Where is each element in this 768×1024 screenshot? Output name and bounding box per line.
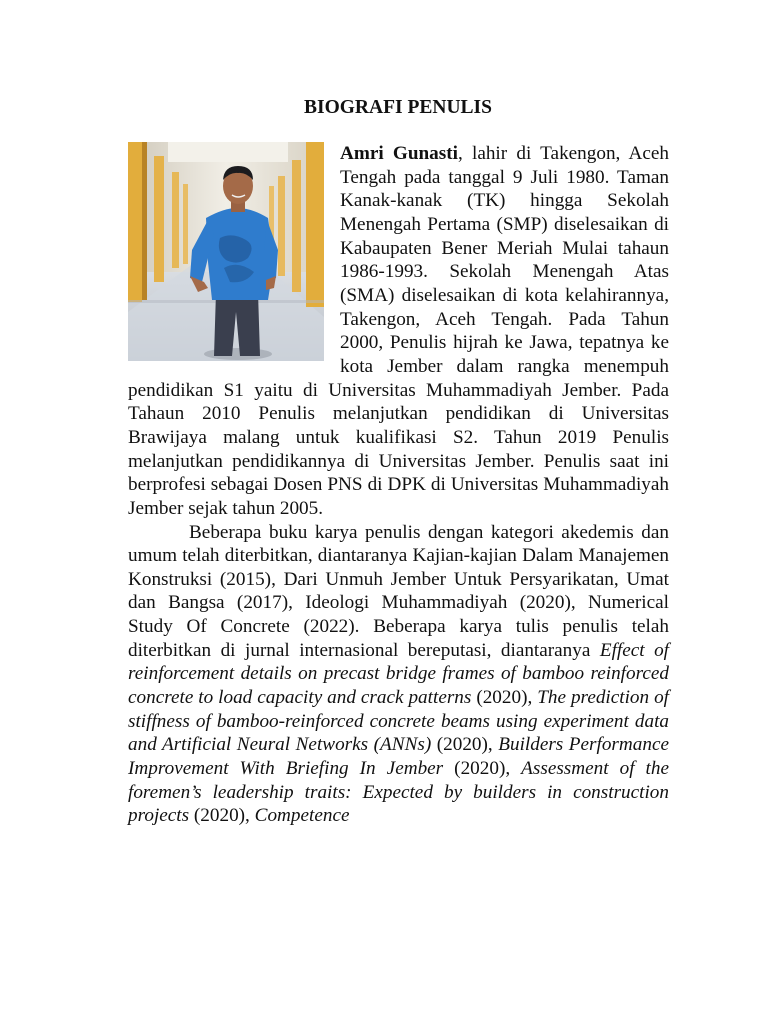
- publication-year: (2020),: [189, 805, 255, 827]
- biography-paragraph-2: [128, 521, 669, 829]
- publication-title: Effect of reinforcement details on precast bridge frames of bamboo reinforced concrete to load capacity and crack patterns: [128, 639, 669, 709]
- publication-title: Builders Performance Improvement With Briefing In Jember: [128, 734, 669, 780]
- author-portrait-photo-icon: [128, 142, 324, 361]
- publication-title: Assessment of the foremen’s leadership traits: Expected by builders in construction projects: [128, 758, 669, 827]
- biography-paragraph-1-text: , lahir di Takengon, Aceh Tengah pada tanggal 9 Juli 1980. Taman Kanak-kanak (TK) hingga Sekolah Menengah Pertama (SMP) diselesaikan di Kabaupaten Bener Meriah Mulai tahaun 1986-1993. Sekolah Menengah Atas (SMA) diselesaikan di kota kelahirannya, Takengon, Aceh Tengah. Pada Tahun 2000, Penulis hijrah ke Jawa, tepatnya ke kota Jember dalam rangka menempuh pendidikan S1 yaitu di Universitas Muhammadiyah Jember. Pada Tahaun 2010 Penulis melanjutkan pendidikan di Universitas Brawijaya malang untuk kualifikasi S2. Tahun 2019 Penulis melanjutkan pendidikannya di Universitas Jember. Penulis saat ini berprofesi sebagai Dosen PNS di DPK di Universitas Muhammadiyah Jember sejak tahun 2005.: [128, 143, 669, 519]
- page-title: BIOGRAFI PENULIS: [304, 97, 492, 118]
- publication-title: The prediction of stiffness of bamboo-reinforced concrete beams using experiment data and Artificial Neural Networks (ANNs): [128, 687, 669, 756]
- biography-paragraph-2-text: Beberapa buku karya penulis dengan kategori akedemis dan umum telah diterbitkan, diantaranya Kajian-kajian Dalam Manajemen Konstruksi (2015), Dari Unmuh Jember Untuk Persyarikatan, Umat dan Bangsa (2017), Ideologi Muhammadiyah (2020), Numerical Study Of Concrete (2022). Beberapa karya tulis penulis telah diterbitkan di jurnal internasional bereputasi, diantaranya: [128, 521, 669, 661]
- biography-text: [128, 142, 669, 828]
- author-name: Amri Gunasti: [340, 143, 458, 164]
- publication-title: Competence: [254, 805, 350, 827]
- publication-year: (2020),: [471, 687, 538, 709]
- author-photo: [128, 142, 324, 361]
- publication-year: (2020),: [431, 734, 499, 756]
- publication-year: (2020),: [443, 758, 522, 780]
